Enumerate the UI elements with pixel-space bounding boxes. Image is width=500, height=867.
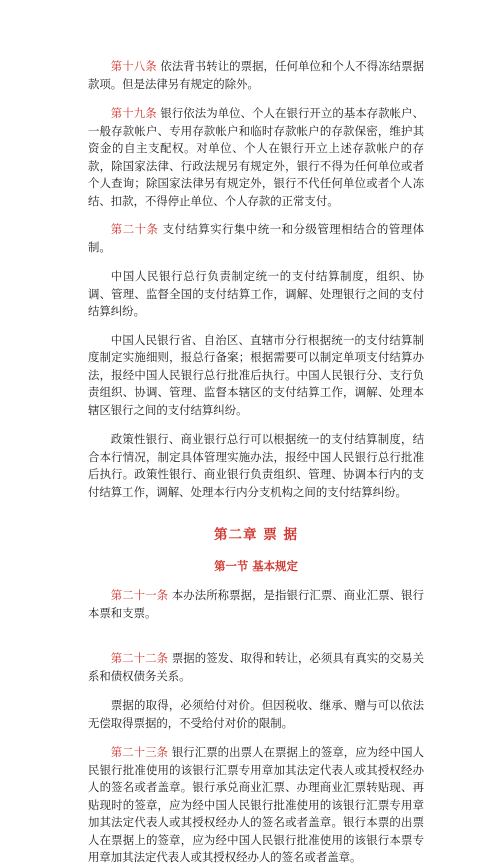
paragraph: 中国人民银行省、自治区、直辖市分行根据统一的支付结算制度制定实施细则，报总行备案；根据需要可以制定单项支付结算办法，报经中国人民银行总行批准后执行。中国人民银行分、支行负责组织、协调、管理、监督本辖区的支付结算工作，调解、处理本辖区银行之间的支付结算纠纷。 <box>88 332 424 417</box>
article-21 <box>88 587 424 622</box>
article-number: 第二十条 <box>110 222 159 236</box>
article-number: 第二十一条 <box>110 588 169 602</box>
article-text: 银行依法为单位、个人在银行开立的基本存款帐户、一般存款帐户、专用存款帐户和临时存款帐户的存款保密，维护其资金的自主支配权。对单位、个人在银行开立上述存款帐户的存款，除国家法律、行政法规另有规定外，银行不得为任何单位或者个人查询；除国家法律另有规定外，银行不代任何单位或者个人冻结、扣款，不得停止单位、个人存款的正常支付。 <box>88 106 424 208</box>
section-title: 第一节 基本规定 <box>214 559 298 573</box>
chapter-title: 第二章 票 据 <box>214 527 298 543</box>
article-number: 第二十二条 <box>110 651 169 665</box>
article-19 <box>88 105 424 210</box>
paragraph: 政策性银行、商业银行总行可以根据统一的支付结算制度，结合本行情况，制定具体管理实施办法，报经中国人民银行总行批准后执行。政策性银行、商业银行负责组织、管理、协调本行内的支付结算工作，调解、处理本行内分支机构之间的支付结算纠纷。 <box>88 432 424 499</box>
article-text: 银行汇票的出票人在票据上的签章，应为经中国人民银行批准使用的该银行汇票专用章加其法定代表人或其授权经办人的签名或者盖章。银行承兑商业汇票、办理商业汇票转贴现、再贴现时的签章，应为经中国人民银行批准使用的该银行汇票专用章加其法定代表人或其授权经办人的签名或者盖章。银行本票的出票人在票据上的签章，应为经中国人民银行批准使用的该银行本票专用章加其法定代表人或其授权经办人的签名或者盖章。 <box>88 745 424 864</box>
article-text: 票据的签发、取得和转让，必须具有真实的交易关系和债权债务关系。 <box>88 651 424 683</box>
paragraph: 中国人民银行总行负责制定统一的支付结算制度，组织、协调、管理、监督全国的支付结算工作，调解、处理银行之间的支付结算纠纷。 <box>88 269 424 318</box>
paragraph: 票据的取得，必须给付对价。但因税收、继承、赠与可以依法无偿取得票据的，不受给付对价的限制。 <box>88 698 424 730</box>
article-text: 支付结算实行集中统一和分级管理相结合的管理体制。 <box>88 222 424 254</box>
article-20 <box>88 221 424 256</box>
article-number: 第十九条 <box>110 106 157 120</box>
article-23 <box>88 744 424 867</box>
article-22 <box>88 650 424 685</box>
article-text: 本办法所称票据，是指银行汇票、商业汇票、银行本票和支票。 <box>88 588 424 620</box>
article-text: 依法背书转让的票据，任何单位和个人不得冻结票据款项。但是法律另有规定的除外。 <box>88 59 424 91</box>
article-18 <box>88 58 424 93</box>
document-page <box>88 58 424 867</box>
article-number: 第二十三条 <box>110 745 169 759</box>
article-number: 第十八条 <box>110 59 157 73</box>
